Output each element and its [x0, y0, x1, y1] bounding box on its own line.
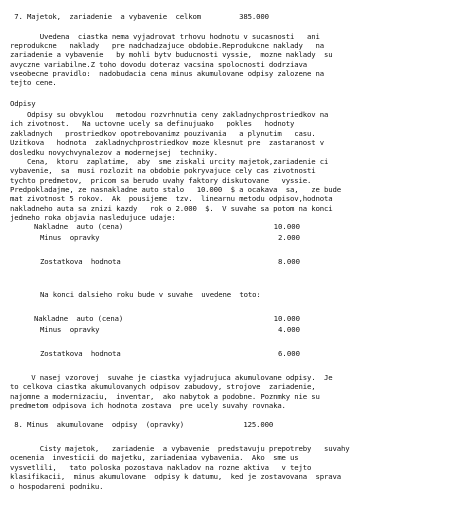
table-row-label: Minus opravky — [40, 233, 100, 242]
text-line: Cena, ktoru zaplatime, aby sme ziskali urcity majetok,zariadenie ci — [10, 157, 329, 166]
text-line: mat zivotnost 5 rokov. Ak pousijeme tzv. linearnu metodu odpisov,hodnota — [10, 194, 333, 203]
table-row-value: 6.000 — [278, 349, 300, 358]
text-line: Cisty majetok, zariadenie a vybavenie predstavuju prepotreby suvahy — [10, 444, 350, 453]
text-line: vybavenie, sa musi rozlozit na obdobie pokryvajuce cely cas zivotnosti — [10, 166, 316, 175]
table-row-label: Zostatkova hodnota — [40, 257, 121, 266]
table-row-label: Minus opravky — [40, 325, 100, 334]
next-year-line: Na konci dalsieho roku bude v suvahe uvedene toto: — [40, 290, 261, 299]
section-7-heading: 7. Majetok, zariadenie a vybavenie celkom 385.000 — [10, 12, 269, 21]
text-line: Uvedena ciastka nema vyjadrovat trhovu hodnotu v sucasnosti ani — [10, 32, 320, 41]
text-line: reprodukcne naklady pre nadchadzajuce obdobie.Reprodukcne naklady na — [10, 41, 324, 50]
text-line: V nasej vzorovej suvahe je ciastka vyjadrujuca akumulovane odpisy. Je — [10, 373, 333, 382]
text-line: o hospodareni podniku. — [10, 482, 104, 491]
text-line: Predpokladajme, ze nasnakladne auto stalo 10.000 $ a ocakava sa, ze bude — [10, 185, 341, 194]
table-row-value: 2.000 — [278, 233, 300, 242]
table-row-label: Nakladne auto (cena) — [34, 222, 124, 231]
table-row-label: Nakladne auto (cena) — [34, 314, 124, 323]
text-line: predmetom odpisova ich hodnota zostava pre ucely suvahy rovnaka. — [10, 401, 286, 410]
text-line: nakladneho auta sa znizi kazdy rok o 2.000 $. V suvahe sa potom na konci — [10, 204, 333, 213]
text-line: tejto cene. — [10, 78, 57, 87]
section-8-heading: 8. Minus akumulovane odpisy (opravky) 125.000 — [10, 420, 274, 429]
text-line: dosledku novychvynalezov a modernejsej techniky. — [10, 148, 218, 157]
text-line: ocenenia investicii do majetku, zariadeniaa vybavenia. Ako sme us — [10, 453, 299, 462]
text-line: Uzitkova hodnota zakladnychprostriedkov moze klesnut pre zastaranost v — [10, 138, 324, 147]
text-line: ich zivotnost. Na uctovne ucely sa definujuako pokles hodnoty — [10, 119, 295, 128]
table-row-label: Zostatkova hodnota — [40, 349, 121, 358]
text-line: jedneho roka objavia nasledujuce udaje: — [10, 213, 176, 222]
text-line: avyczne variabilne.Z toho dovodu doteraz vacsina spolocnosti dodrziava — [10, 60, 308, 69]
text-line: to celkova ciastka akumulovanych odpisov zabudovy, strojove zariadenie, — [10, 382, 316, 391]
text-line: vysvetlili, tato poloska pozostava nakladov na rozne aktiva v tejto — [10, 463, 312, 472]
table-row-value: 8.000 — [278, 257, 300, 266]
table-row-value: 4.000 — [278, 325, 300, 334]
text-line: najomne a modernizaciu, inventar, ako nabytok a podobne. Poznmky nie su — [10, 392, 320, 401]
text-line: zariadenie a vybavenie by mohli bytv buducnosti vyssie, mozne naklady su — [10, 50, 333, 59]
text-line: Odpisy su obvyklou metodou rozvrhnutia ceny zakladnychprostriedkov na — [10, 110, 329, 119]
text-line: tychto predmetov, pricom sa berudo uvahy faktory diskutovane vyssie. — [10, 176, 312, 185]
table-row-value: 10.000 — [273, 314, 300, 323]
text-line: vseobecne pravidlo: nadobudacia cena minus akumulovane odpisy zalozene na — [10, 69, 324, 78]
text-line: zakladnych prostriedkov opotrebovanimz pouzivania a plynutim casu. — [10, 129, 316, 138]
text-line: klasifikacii, minus akumulovane odpisy k datumu, ked je zostavovana sprava — [10, 472, 341, 481]
odpisy-title: Odpisy — [10, 99, 36, 108]
table-row-value: 10.000 — [273, 222, 300, 231]
